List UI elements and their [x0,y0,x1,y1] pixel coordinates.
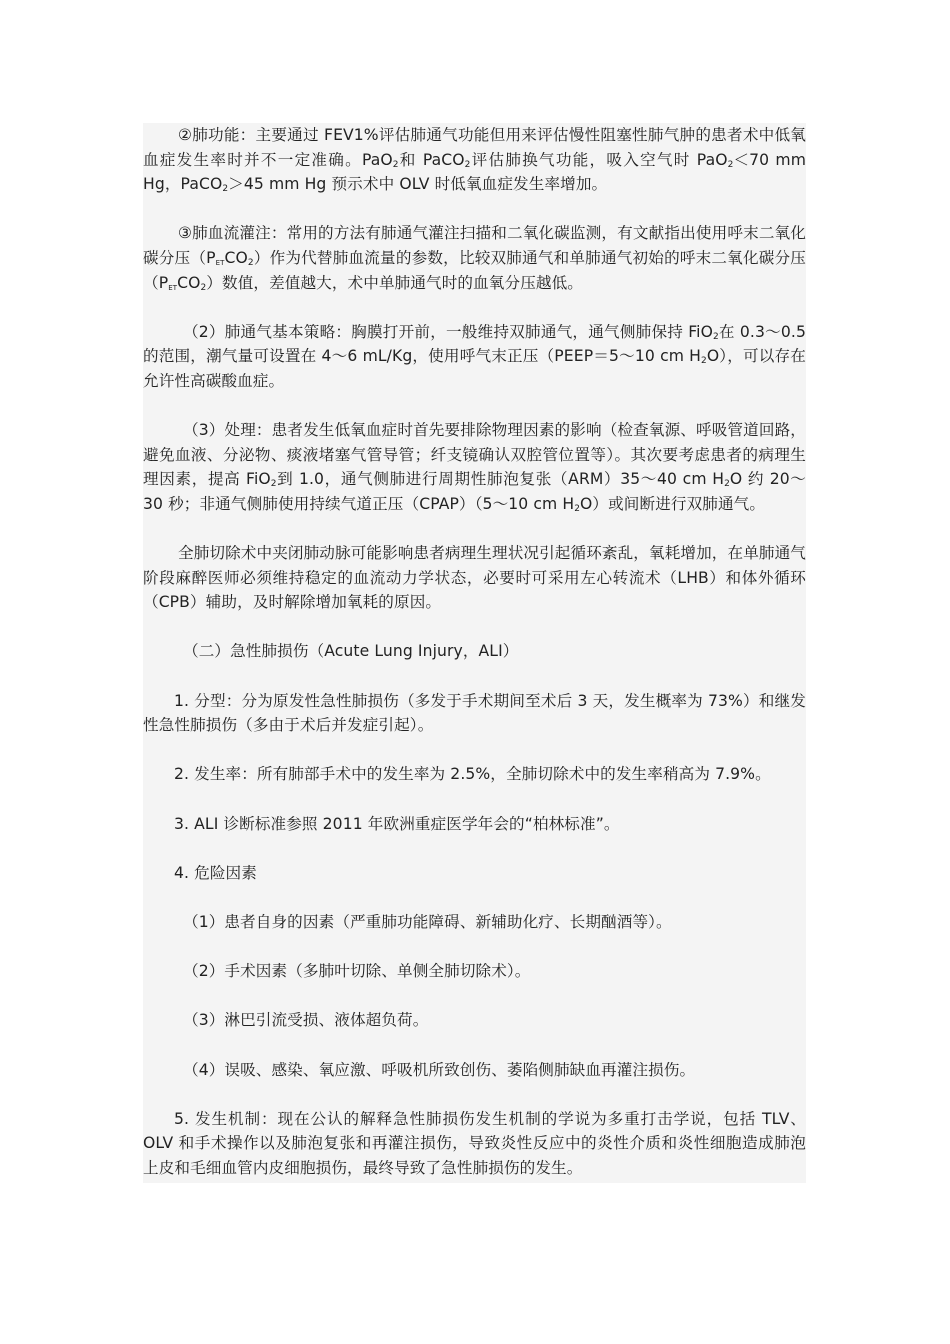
text-run: O 约 20～30 秒；非通气侧肺使用持续气道正压（CPAP）（5～10 cm H [143,470,806,513]
paragraph-classification: 1. 分型：分为原发性急性肺损伤（多发于手术期间至术后 3 天，发生概率为 73%）和继发性急性肺损伤（多由于术后并发症引起）。 [143,691,806,735]
paragraph-lung-function [143,123,806,197]
text-run: 在 0.3～0.5 的范围，潮气量可设置在 4～6 mL/Kg，使用呼气末正压（PEEP＝5～10 cm H [143,322,806,366]
paragraph-lung-perfusion [143,221,806,295]
text-run: 和 PaCO [398,150,465,169]
paragraph-risk-factor-4: （4）误吸、感染、氧应激、呼吸机所致创伤、萎陷侧肺缺血再灌注损伤。 [183,1060,696,1079]
text-run: ＞45 mm Hg 预示术中 OLV 时低氧血症发生率增加。 [228,175,608,194]
subscript: 2 [270,479,277,490]
paragraph-risk-factor-1: （1）患者自身的因素（严重肺功能障碍、新辅助化疗、长期酗酒等）。 [183,913,672,931]
text-run: （2）肺通气基本策略：胸膜打开前，一般维持双肺通气，通气侧肺保持 FiO [183,322,713,341]
subscript: 2 [724,479,730,490]
text-run: 到 1.0，通气侧肺进行周期性肺泡复张（ARM）35～40 cm H [276,470,725,489]
subscript: ET [168,283,178,292]
text-run: （3）处理：患者发生低氧血症时首先要排除物理因素的影响（检查氧源、呼吸管道回路，避免血液、分泌物、痰液堵塞气管导管；纤支镜确认双腔管位置等）。其次要考虑患者的病理生理因素，提高 FiO [143,421,806,489]
text-run: O）或间断进行双肺通气。 [580,494,766,513]
subscript: 2 [464,159,471,170]
paragraph-incidence: 2. 发生率：所有肺部手术中的发生率为 2.5%，全肺切除术中的发生率稍高为 7.9%。 [174,765,771,784]
paragraph-risk-factor-2: （2）手术因素（多肺叶切除、单侧全肺切除术）。 [183,962,531,981]
paragraph-risk-factors-heading: 4. 危险因素 [174,863,257,882]
text-run: ）数值，差值越大，术中单肺通气时的血氧分压越低。 [206,273,583,292]
subscript: 2 [712,331,719,342]
subscript: ET [215,258,225,267]
paragraph-pneumonectomy: 全肺切除术中夹闭肺动脉可能影响患者病理生理状况引起循环紊乱，氧耗增加，在单肺通气阶段麻醉医师必须维持稳定的血流动力学状态，必要时可采用左心转流术（LHB）和体外循环（CPB）辅助，及时解除增加氧耗的原因。 [143,544,806,612]
subscript: 2 [200,282,207,293]
subscript: 2 [727,159,734,170]
subscript: 2 [392,159,399,170]
text-run: ③肺血流灌注：常用的方法有肺通气灌注扫描和二氧化碳监测，有文献指出使用呼末二氧化碳分压（P [143,224,806,267]
paragraph-diagnosis: 3. ALI 诊断标准参照 2011 年欧洲重症医学年会的“柏林标准”。 [174,814,620,833]
subscript: 2 [701,356,707,367]
paragraph-risk-factor-3: （3）淋巴引流受损、液体超负荷。 [183,1011,429,1030]
text-run: O），可以存在允许性高碳酸血症。 [143,347,806,390]
text-run: ②肺功能：主要通过 FEV1%评估肺通气功能但用来评估慢性阻塞性肺气肿的患者术中低氧血症发生率时并不一定准确。PaO [143,126,806,169]
paragraph-mechanism: 5. 发生机制：现在公认的解释急性肺损伤发生机制的学说为多重打击学说，包括 TLV、OLV 和手术操作以及肺泡复张和再灌注损伤，导致炎性反应中的炎性介质和炎性细胞造成肺泡上皮和毛细血管内皮细胞损伤，最终导致了急性肺损伤的发生。 [143,1109,806,1177]
section-heading-ali: （二）急性肺损伤（Acute Lung Injury，ALI） [183,642,519,661]
subscript: 2 [247,257,254,268]
subscript: 2 [574,503,581,514]
text-run: CO [177,273,201,292]
text-run: CO [224,248,248,267]
subscript: 2 [222,184,229,195]
document-body [143,123,806,1183]
text-run: 评估肺换气功能，吸入空气时 PaO [470,150,728,169]
text-run: ＜70 mm Hg，PaCO [143,150,806,194]
paragraph-ventilation-strategy [143,320,806,394]
text-run: ）作为代替肺血流量的参数，比较双肺通气和单肺通气初始的呼末二氧化碳分压（P [143,248,806,292]
paragraph-treatment [143,418,806,516]
